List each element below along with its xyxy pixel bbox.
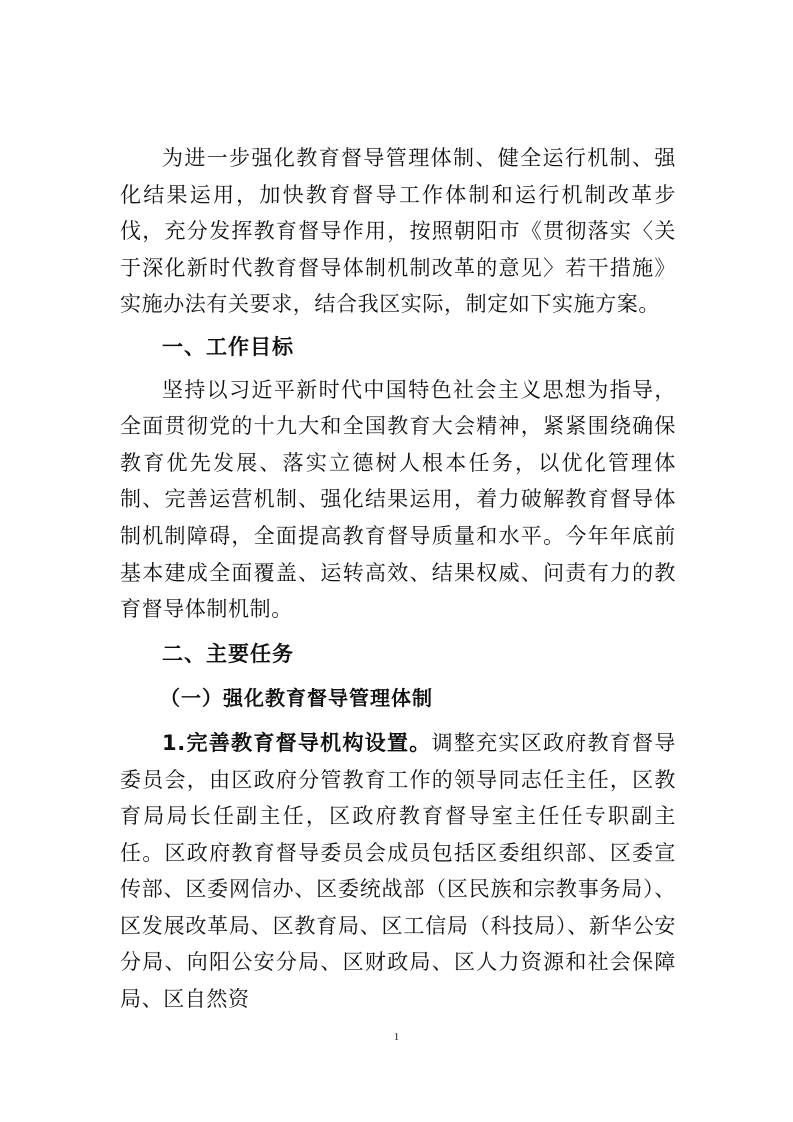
subsection-heading-management: （一）强化教育督导管理体制 [160,686,433,711]
section-heading-tasks: 二、主要任务 [162,641,294,666]
goals-paragraph: 坚持以习近平新时代中国特色社会主义思想为指导，全面贯彻党的十九大和全国教育大会精神，紧紧围绕确保教育优先发展、落实立德树人根本任务，以优化管理体制、完善运营机制、强化结果运用，着力破解教育督导体制机制障碍，全面提高教育督导质量和水平。今年年底前基本建成全面覆盖、运转高效、结果权威、问责有力的教育督导体制机制。 [120,377,676,622]
task-item-lead: 1.完善教育督导机构设置。 [162,730,432,755]
document-body [120,140,676,1018]
page-number: 1 [393,1031,400,1043]
task-item-paragraph [120,725,676,1018]
section-heading-goals: 一、工作目标 [162,334,294,359]
intro-paragraph: 为进一步强化教育督导管理体制、健全运行机制、强化结果运用，加快教育督导工作体制和运行机制改革步伐，充分发挥教育督导作用，按照朝阳市《贯彻落实〈关于深化新时代教育督导体制机制改革的意见〉若干措施》实施办法有关要求，结合我区实际，制定如下实施方案。 [120,146,676,317]
task-item-body: 调整充实区政府教育督导委员会，由区政府分管教育工作的领导同志任主任，区教育局局长任副主任，区政府教育督导室主任任专职副主任。区政府教育督导委员会成员包括区委组织部、区委宣传部、区委网信办、区委统战部（区民族和宗教事务局）、区发展改革局、区教育局、区工信局（科技局）、新华公安分局、向阳公安分局、区财政局、区人力资源和社会保障局、区自然资 [120,730,676,1012]
